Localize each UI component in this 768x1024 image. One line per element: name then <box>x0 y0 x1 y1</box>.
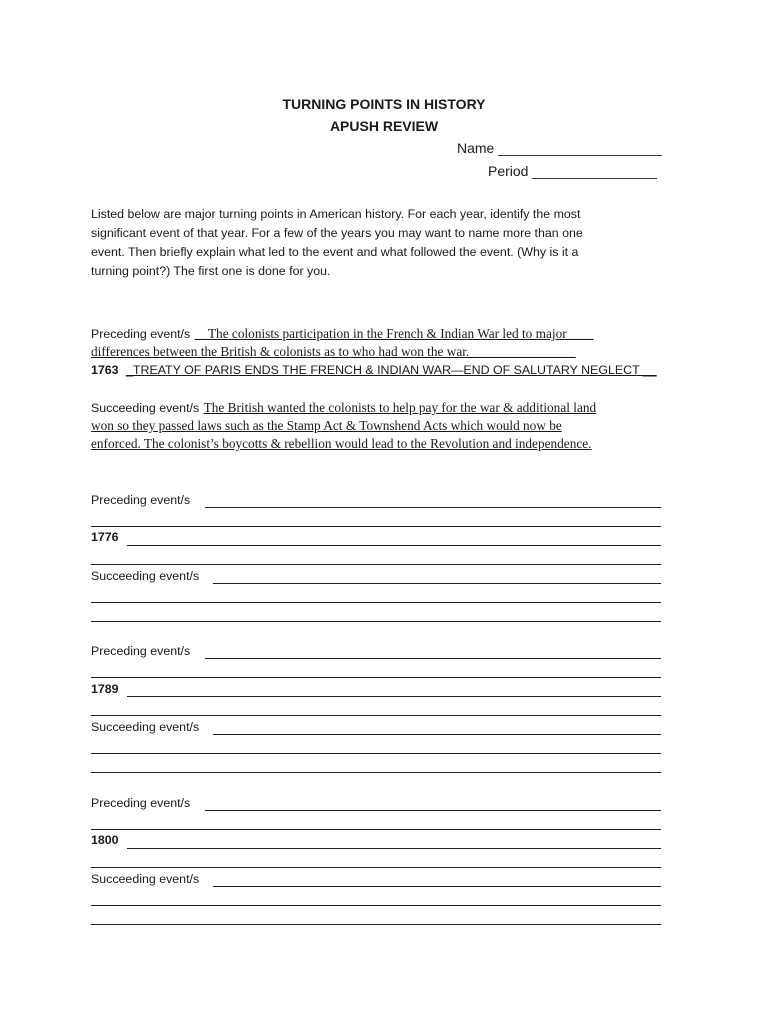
example-preceding-row <box>91 325 593 343</box>
answer-line[interactable] <box>213 734 661 735</box>
instructions-line: significant event of that year. For a few of the years you may want to name more than one <box>91 226 583 240</box>
preceding-label: Preceding event/s <box>91 796 191 810</box>
example-succeeding-text: The British wanted the colonists to help pay for the war & additional land <box>203 400 597 415</box>
answer-line[interactable] <box>91 715 661 716</box>
answer-line[interactable] <box>91 867 661 868</box>
answer-line[interactable] <box>91 924 661 925</box>
name-field[interactable] <box>457 140 662 156</box>
preceding-label: Preceding event/s <box>91 327 191 341</box>
answer-line[interactable] <box>205 658 661 659</box>
preceding-label: Preceding event/s <box>91 493 191 507</box>
answer-line[interactable] <box>91 753 661 754</box>
instructions-line: turning point?) The first one is done for you. <box>91 264 331 278</box>
instructions-line: Listed below are major turning points in American history. For each year, identify the most <box>91 207 581 221</box>
answer-line[interactable] <box>127 545 661 546</box>
period-blank[interactable]: ________________ <box>532 163 657 179</box>
period-field[interactable] <box>488 163 657 179</box>
answer-line[interactable] <box>205 810 661 811</box>
succeeding-label: Succeeding event/s <box>91 720 200 734</box>
preceding-label: Preceding event/s <box>91 644 191 658</box>
succeeding-label: Succeeding event/s <box>91 569 200 583</box>
year-label: 1763 <box>91 363 119 377</box>
answer-line[interactable] <box>91 621 661 622</box>
answer-line[interactable] <box>205 507 661 508</box>
instructions-line: event. Then briefly explain what led to the event and what followed the event. (Why is it a <box>91 245 579 259</box>
instructions <box>91 205 657 281</box>
period-label: Period <box>488 163 529 179</box>
succeeding-label: Succeeding event/s <box>91 401 200 415</box>
example-preceding-text: differences between the British & colonists as to who had won the war.________________ <box>91 344 576 359</box>
name-blank[interactable]: _____________________ <box>498 140 662 156</box>
example-succeeding-row <box>91 399 596 417</box>
answer-line[interactable] <box>91 905 661 906</box>
year-label: 1789 <box>91 682 119 696</box>
answer-line[interactable] <box>91 829 661 830</box>
name-label: Name <box>457 140 495 156</box>
succeeding-label: Succeeding event/s <box>91 872 200 886</box>
answer-line[interactable] <box>127 696 661 697</box>
answer-line[interactable] <box>213 886 661 887</box>
answer-line[interactable] <box>91 677 661 678</box>
year-label: 1776 <box>91 530 119 544</box>
example-succeeding-text: won so they passed laws such as the Stamp Act & Townshend Acts which would now be <box>91 418 562 433</box>
example-preceding-text: __The colonists participation in the French & Indian War led to major____ <box>194 326 594 341</box>
page-subtitle: APUSH REVIEW <box>329 118 439 134</box>
answer-line[interactable] <box>91 564 661 565</box>
answer-line[interactable] <box>91 772 661 773</box>
year-label: 1800 <box>91 833 119 847</box>
answer-line[interactable] <box>127 848 661 849</box>
answer-line[interactable] <box>91 602 661 603</box>
answer-line[interactable] <box>213 583 661 584</box>
answer-line[interactable] <box>91 526 661 527</box>
example-year-row <box>91 363 657 377</box>
page-title: TURNING POINTS IN HISTORY <box>282 96 486 112</box>
example-succeeding-text: enforced. The colonist’s boycotts & rebellion would lead to the Revolution and independence. <box>91 436 592 451</box>
example-event-text: _TREATY OF PARIS ENDS THE FRENCH & INDIAN WAR—END OF SALUTARY NEGLECT __ <box>126 363 657 377</box>
